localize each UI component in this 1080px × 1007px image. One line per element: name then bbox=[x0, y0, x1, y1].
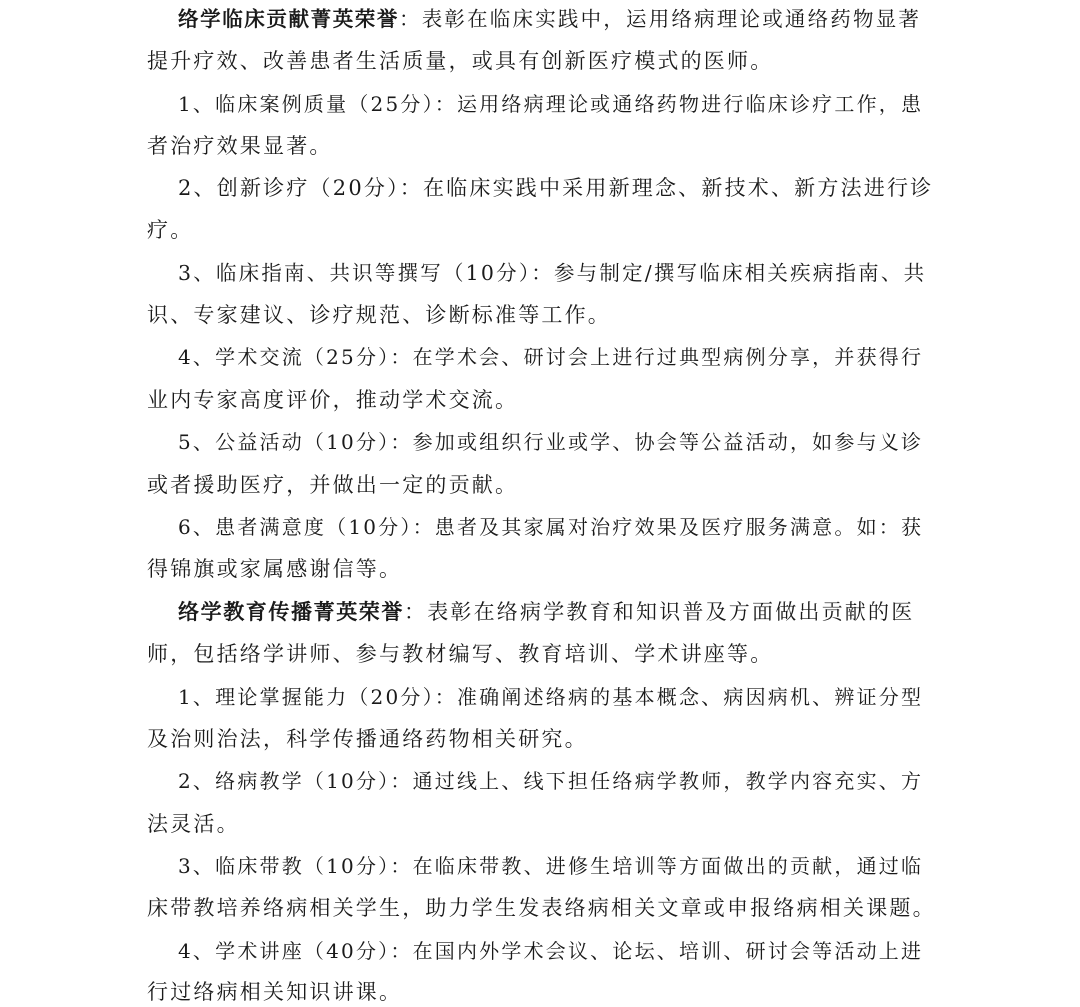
section1-item2-line2: 疗。 bbox=[147, 218, 194, 242]
section2-item3-line2: 床带教培养络病相关学生，助力学生发表络病相关文章或申报络病相关课题。 bbox=[147, 896, 936, 920]
section1-intro-line1 bbox=[178, 4, 921, 34]
section1-item6-line2: 得锦旗或家属感谢信等。 bbox=[147, 557, 403, 581]
section2-item3-line1: 3、临床带教（10分）：在临床带教、进修生培训等方面做出的贡献，通过临 bbox=[178, 854, 924, 878]
section1-intro-line2: 提升疗效、改善患者生活质量，或具有创新医疗模式的医师。 bbox=[147, 49, 774, 73]
section1-item5-line2: 或者援助医疗，并做出一定的贡献。 bbox=[147, 473, 519, 497]
section1-item6-line1: 6、患者满意度（10分）：患者及其家属对治疗效果及医疗服务满意。如：获 bbox=[178, 515, 924, 539]
section1-item1-line2: 者治疗效果显著。 bbox=[147, 134, 333, 158]
section1-item1-line1: 1、临床案例质量（25分）：运用络病理论或通络药物进行临床诊疗工作，患 bbox=[178, 92, 924, 116]
section2-item4-line2: 行过络病相关知识讲课。 bbox=[147, 980, 403, 1004]
section2-intro-text: ：表彰在络病学教育和知识普及方面做出贡献的医 bbox=[404, 600, 915, 624]
section1-item3-line1: 3、临床指南、共识等撰写（10分）：参与制定/撰写临床相关疾病指南、共 bbox=[178, 261, 927, 285]
section1-item2-line1: 2、创新诊疗（20分）：在临床实践中采用新理念、新技术、新方法进行诊 bbox=[178, 176, 934, 200]
section1-heading: 络学临床贡献菁英荣誉 bbox=[178, 7, 399, 31]
section2-item1-line2: 及治则治法，科学传播通络药物相关研究。 bbox=[147, 727, 588, 751]
section1-intro-text: ：表彰在临床实践中，运用络病理论或通络药物显著 bbox=[399, 7, 922, 31]
section1-item4-line2: 业内专家高度评价，推动学术交流。 bbox=[147, 388, 519, 412]
section2-item1-line1: 1、理论掌握能力（20分）：准确阐述络病的基本概念、病因病机、辨证分型 bbox=[178, 685, 924, 709]
section2-intro-line2: 师，包括络学讲师、参与教材编写、教育培训、学术讲座等。 bbox=[147, 642, 774, 666]
section2-item4-line1: 4、学术讲座（40分）：在国内外学术会议、论坛、培训、研讨会等活动上进 bbox=[178, 939, 924, 963]
section1-item5-line1: 5、公益活动（10分）：参加或组织行业或学、协会等公益活动，如参与义诊 bbox=[178, 430, 924, 454]
section2-item2-line2: 法灵活。 bbox=[147, 812, 240, 836]
section2-item2-line1: 2、络病教学（10分）：通过线上、线下担任络病学教师，教学内容充实、方 bbox=[178, 769, 924, 793]
section2-intro-line1 bbox=[178, 597, 914, 627]
section2-heading: 络学教育传播菁英荣誉 bbox=[178, 600, 404, 624]
section1-item4-line1: 4、学术交流（25分）：在学术会、研讨会上进行过典型病例分享，并获得行 bbox=[178, 345, 924, 369]
section1-item3-line2: 识、专家建议、诊疗规范、诊断标准等工作。 bbox=[147, 303, 611, 327]
